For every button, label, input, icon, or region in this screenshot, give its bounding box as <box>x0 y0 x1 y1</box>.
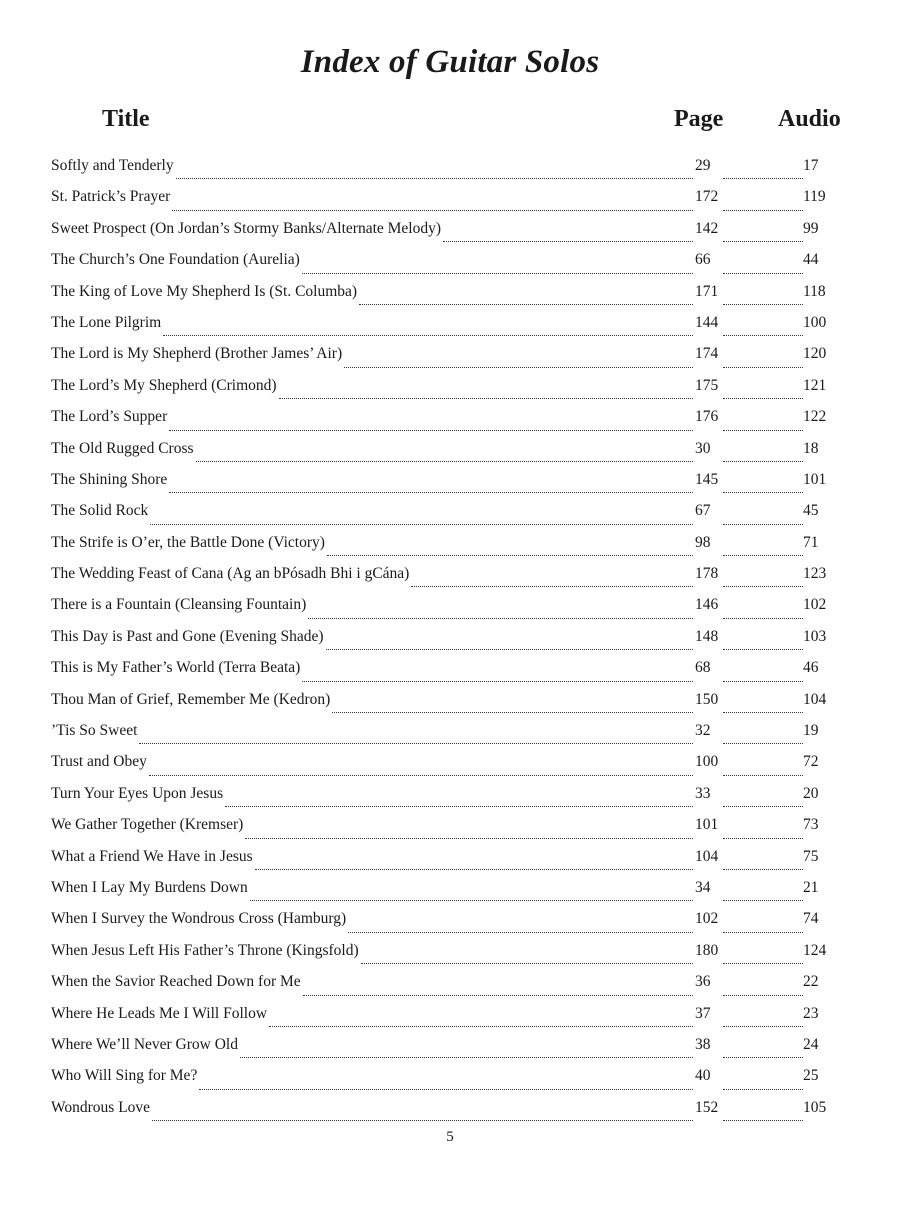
entry-page: 146 <box>695 596 719 614</box>
dot-leader <box>302 273 693 274</box>
entry-audio: 122 <box>803 408 827 426</box>
index-entry <box>51 157 831 188</box>
dot-leader <box>723 932 803 933</box>
dot-leader <box>150 524 693 525</box>
index-list <box>51 157 831 1130</box>
dot-leader <box>139 743 693 744</box>
index-entry <box>51 1099 831 1130</box>
dot-leader <box>245 838 693 839</box>
entry-page: 37 <box>695 1004 711 1022</box>
index-entry <box>51 659 831 690</box>
entry-audio: 46 <box>803 659 819 677</box>
index-entry <box>51 942 831 973</box>
entry-title: When I Survey the Wondrous Cross (Hamburg) <box>51 910 347 928</box>
dot-leader <box>723 900 803 901</box>
page-number: 5 <box>446 1129 454 1145</box>
entry-audio: 119 <box>803 188 826 206</box>
dot-leader <box>723 649 803 650</box>
dot-leader <box>361 963 693 964</box>
entry-title: The Lord’s My Shepherd (Crimond) <box>51 376 277 394</box>
entry-page: 150 <box>695 690 719 708</box>
dot-leader <box>163 335 693 336</box>
entry-audio: 74 <box>803 910 819 928</box>
entry-page: 176 <box>695 408 719 426</box>
index-entry <box>51 973 831 1004</box>
entry-audio: 71 <box>803 533 819 551</box>
index-entry <box>51 534 831 565</box>
entry-audio: 73 <box>803 816 819 834</box>
page-title: Index of Guitar Solos <box>300 44 600 80</box>
entry-page: 101 <box>695 816 719 834</box>
dot-leader <box>332 712 693 713</box>
entry-title: The Old Rugged Cross <box>51 439 194 457</box>
entry-title: Who Will Sing for Me? <box>51 1067 198 1085</box>
entry-audio: 105 <box>803 1098 827 1116</box>
entry-title: Softly and Tenderly <box>51 157 174 174</box>
dot-leader <box>279 398 693 399</box>
entry-page: 180 <box>695 941 719 959</box>
index-entry <box>51 502 831 533</box>
dot-leader <box>303 995 693 996</box>
dot-leader <box>443 241 693 242</box>
index-entry <box>51 345 831 376</box>
entry-audio: 101 <box>803 470 827 488</box>
entry-page: 68 <box>695 659 711 677</box>
dot-leader <box>723 398 803 399</box>
dot-leader <box>723 461 803 462</box>
entry-audio: 123 <box>803 565 827 583</box>
entry-page: 142 <box>695 219 719 237</box>
entry-title: This Day is Past and Gone (Evening Shade) <box>51 627 324 645</box>
entry-page: 38 <box>695 1035 711 1053</box>
entry-page: 33 <box>695 784 711 802</box>
entry-title: Where We’ll Never Grow Old <box>51 1035 238 1053</box>
dot-leader <box>723 210 803 211</box>
dot-leader <box>723 492 803 493</box>
dot-leader <box>255 869 693 870</box>
entry-page: 104 <box>695 847 719 865</box>
dot-leader <box>723 367 803 368</box>
entry-audio: 120 <box>803 345 827 363</box>
entry-page: 36 <box>695 973 711 991</box>
entry-audio: 19 <box>803 722 819 740</box>
entry-audio: 17 <box>803 157 819 174</box>
entry-audio: 75 <box>803 847 819 865</box>
entry-page: 145 <box>695 470 719 488</box>
entry-audio: 121 <box>803 376 827 394</box>
dot-leader <box>225 806 693 807</box>
entry-page: 152 <box>695 1098 719 1116</box>
entry-audio: 99 <box>803 219 819 237</box>
dot-leader <box>723 775 803 776</box>
index-entry <box>51 471 831 502</box>
entry-audio: 104 <box>803 690 827 708</box>
index-entry <box>51 848 831 879</box>
column-header-page: Page <box>674 106 724 132</box>
index-entry <box>51 220 831 251</box>
dot-leader <box>723 335 803 336</box>
entry-page: 32 <box>695 722 711 740</box>
index-entry <box>51 722 831 753</box>
dot-leader <box>723 1057 803 1058</box>
dot-leader <box>723 1089 803 1090</box>
entry-title: When Jesus Left His Father’s Throne (Kingsfold) <box>51 941 359 959</box>
entry-page: 171 <box>695 282 719 300</box>
dot-leader <box>172 210 693 211</box>
entry-title: The Strife is O’er, the Battle Done (Victory) <box>51 533 325 551</box>
entry-page: 67 <box>695 502 711 520</box>
index-entry <box>51 628 831 659</box>
entry-title: There is a Fountain (Cleansing Fountain) <box>51 596 307 614</box>
entry-audio: 102 <box>803 596 827 614</box>
index-entry <box>51 565 831 596</box>
dot-leader <box>723 586 803 587</box>
entry-title: The Lone Pilgrim <box>51 313 162 331</box>
index-entry <box>51 440 831 471</box>
dot-leader <box>344 367 693 368</box>
entry-title: Where He Leads Me I Will Follow <box>51 1004 268 1022</box>
dot-leader <box>723 524 803 525</box>
entry-page: 148 <box>695 627 719 645</box>
index-entry <box>51 408 831 439</box>
dot-leader <box>723 430 803 431</box>
column-header-title: Title <box>102 106 150 132</box>
entry-title: The King of Love My Shepherd Is (St. Columba) <box>51 282 358 300</box>
index-entry <box>51 314 831 345</box>
entry-page: 98 <box>695 533 711 551</box>
dot-leader <box>723 838 803 839</box>
dot-leader <box>723 618 803 619</box>
entry-page: 178 <box>695 565 719 583</box>
entry-title: When the Savior Reached Down for Me <box>51 973 301 991</box>
entry-audio: 18 <box>803 439 819 457</box>
index-entry <box>51 1036 831 1067</box>
dot-leader <box>269 1026 693 1027</box>
entry-audio: 21 <box>803 878 819 896</box>
entry-audio: 23 <box>803 1004 819 1022</box>
dot-leader <box>169 430 693 431</box>
entry-title: Turn Your Eyes Upon Jesus <box>51 784 224 802</box>
dot-leader <box>723 712 803 713</box>
entry-title: Sweet Prospect (On Jordan’s Stormy Banks/Alternate Melody) <box>51 219 442 237</box>
entry-page: 66 <box>695 251 711 269</box>
index-entry <box>51 377 831 408</box>
dot-leader <box>723 806 803 807</box>
entry-audio: 124 <box>803 941 827 959</box>
dot-leader <box>723 178 803 179</box>
entry-audio: 118 <box>803 282 826 300</box>
index-entry <box>51 816 831 847</box>
dot-leader <box>302 681 693 682</box>
dot-leader <box>152 1120 693 1121</box>
index-entry <box>51 753 831 784</box>
entry-title: The Wedding Feast of Cana (Ag an bPósadh Bhi i gCána) <box>51 565 410 583</box>
entry-title: St. Patrick’s Prayer <box>51 188 171 206</box>
dot-leader <box>250 900 693 901</box>
dot-leader <box>723 681 803 682</box>
entry-audio: 20 <box>803 784 819 802</box>
dot-leader <box>723 555 803 556</box>
entry-audio: 44 <box>803 251 819 269</box>
dot-leader <box>723 743 803 744</box>
entry-page: 172 <box>695 188 719 206</box>
entry-page: 29 <box>695 157 711 174</box>
entry-page: 174 <box>695 345 719 363</box>
entry-page: 100 <box>695 753 719 771</box>
index-entry <box>51 596 831 627</box>
index-entry <box>51 691 831 722</box>
dot-leader <box>723 304 803 305</box>
dot-leader <box>723 1120 803 1121</box>
index-entry <box>51 1005 831 1036</box>
index-entry <box>51 188 831 219</box>
index-entry <box>51 910 831 941</box>
column-header-audio: Audio <box>778 106 841 132</box>
dot-leader <box>723 869 803 870</box>
entry-page: 144 <box>695 313 719 331</box>
entry-page: 40 <box>695 1067 711 1085</box>
dot-leader <box>723 995 803 996</box>
entry-audio: 103 <box>803 627 827 645</box>
dot-leader <box>149 775 693 776</box>
entry-title: The Lord’s Supper <box>51 408 168 426</box>
dot-leader <box>723 963 803 964</box>
entry-title: ’Tis So Sweet <box>51 722 138 740</box>
entry-title: The Lord is My Shepherd (Brother James’ Air) <box>51 345 343 363</box>
entry-title: The Church’s One Foundation (Aurelia) <box>51 251 300 269</box>
entry-audio: 25 <box>803 1067 819 1085</box>
dot-leader <box>723 273 803 274</box>
dot-leader <box>411 586 693 587</box>
dot-leader <box>196 461 693 462</box>
entry-title: Thou Man of Grief, Remember Me (Kedron) <box>51 690 331 708</box>
entry-title: What a Friend We Have in Jesus <box>51 847 253 865</box>
index-entry <box>51 1067 831 1098</box>
index-entry <box>51 251 831 282</box>
index-entry <box>51 879 831 910</box>
entry-audio: 24 <box>803 1035 819 1053</box>
dot-leader <box>723 241 803 242</box>
entry-audio: 72 <box>803 753 819 771</box>
entry-page: 175 <box>695 376 719 394</box>
entry-title: Trust and Obey <box>51 753 147 771</box>
entry-title: When I Lay My Burdens Down <box>51 878 248 896</box>
entry-page: 30 <box>695 439 711 457</box>
index-entry <box>51 785 831 816</box>
dot-leader <box>359 304 693 305</box>
index-entry <box>51 283 831 314</box>
entry-audio: 100 <box>803 313 827 331</box>
dot-leader <box>327 555 693 556</box>
entry-audio: 22 <box>803 973 819 991</box>
entry-title: The Shining Shore <box>51 470 168 488</box>
dot-leader <box>199 1089 693 1090</box>
dot-leader <box>348 932 693 933</box>
entry-title: This is My Father’s World (Terra Beata) <box>51 659 301 677</box>
dot-leader <box>176 178 693 179</box>
entry-title: We Gather Together (Kremser) <box>51 816 244 834</box>
dot-leader <box>240 1057 693 1058</box>
entry-title: Wondrous Love <box>51 1098 151 1116</box>
entry-page: 34 <box>695 878 711 896</box>
dot-leader <box>308 618 693 619</box>
dot-leader <box>723 1026 803 1027</box>
entry-title: The Solid Rock <box>51 502 149 520</box>
entry-page: 102 <box>695 910 719 928</box>
entry-audio: 45 <box>803 502 819 520</box>
dot-leader <box>326 649 694 650</box>
dot-leader <box>169 492 693 493</box>
